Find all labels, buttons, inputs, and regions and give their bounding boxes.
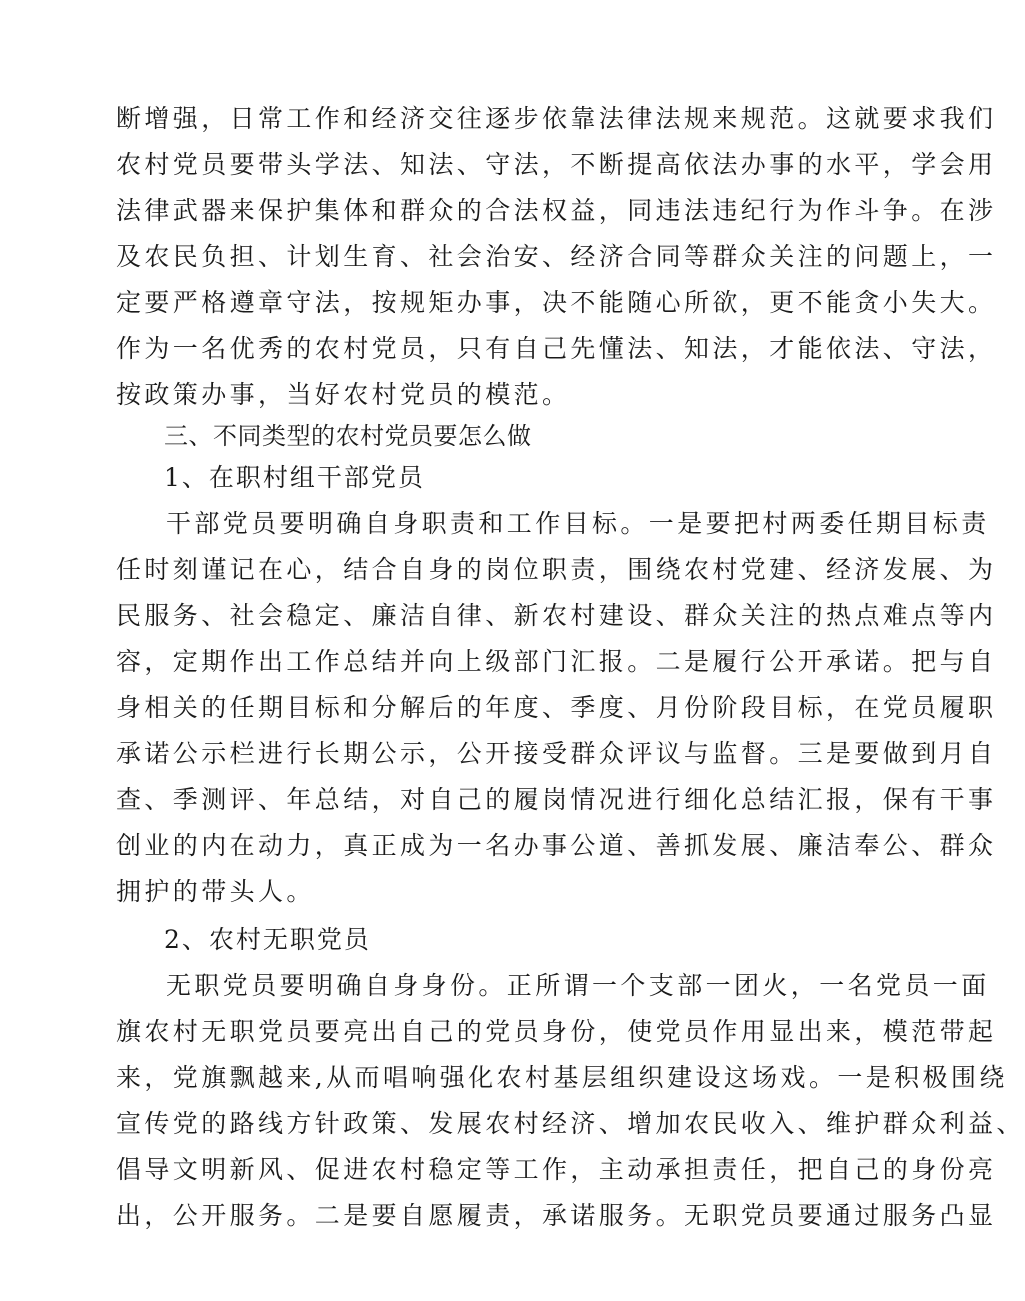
paragraph-line: 拥护的带头人。: [116, 877, 315, 906]
paragraph-line: 断增强，日常工作和经济交往逐步依靠法律法规来规范。这就要求我们: [116, 104, 997, 133]
subsection-heading: 2、农村无职党员: [164, 925, 371, 954]
paragraph-line: 承诺公示栏进行长期公示，公开接受群众评议与监督。三是要做到月自: [116, 739, 997, 768]
paragraph-line: 身相关的任期目标和分解后的年度、季度、月份阶段目标，在党员履职: [116, 693, 997, 722]
paragraph-line: 查、季测评、年总结，对自己的履岗情况进行细化总结汇报，保有干事: [116, 785, 997, 814]
paragraph-line: 容，定期作出工作总结并向上级部门汇报。二是履行公开承诺。把与自: [116, 647, 997, 676]
paragraph-line: 按政策办事，当好农村党员的模范。: [116, 380, 571, 409]
paragraph-line: 创业的内在动力，真正成为一名办事公道、善抓发展、廉洁奉公、群众: [116, 831, 997, 860]
paragraph-line: 及农民负担、计划生育、社会治安、经济合同等群众关注的问题上，一: [116, 242, 997, 271]
paragraph-line: 宣传党的路线方针政策、发展农村经济、增加农民收入、维护群众利益、: [116, 1109, 1025, 1138]
paragraph-line: 旗农村无职党员要亮出自己的党员身份，使党员作用显出来，模范带起: [116, 1017, 997, 1046]
paragraph-line: 无职党员要明确自身身份。正所谓一个支部一团火，一名党员一面: [166, 971, 990, 1000]
paragraph-line: 来，党旗飘越来,从而唱响强化农村基层组织建设这场戏。一是积极围绕: [116, 1063, 1008, 1092]
paragraph-line: 定要严格遵章守法，按规矩办事，决不能随心所欲，更不能贪小失大。: [116, 288, 997, 317]
section-heading: 三、不同类型的农村党员要怎么做: [164, 422, 532, 450]
paragraph-line: 法律武器来保护集体和群众的合法权益，同违法违纪行为作斗争。在涉: [116, 196, 997, 225]
paragraph-line: 民服务、社会稳定、廉洁自律、新农村建设、群众关注的热点难点等内: [116, 601, 997, 630]
paragraph-line: 出，公开服务。二是要自愿履责，承诺服务。无职党员要通过服务凸显: [116, 1201, 997, 1230]
paragraph-line: 任时刻谨记在心，结合自身的岗位职责，围绕农村党建、经济发展、为: [116, 555, 997, 584]
subsection-heading: 1、在职村组干部党员: [164, 463, 425, 492]
paragraph-line: 倡导文明新风、促进农村稳定等工作，主动承担责任，把自己的身份亮: [116, 1155, 997, 1184]
paragraph-line: 农村党员要带头学法、知法、守法，不断提高依法办事的水平，学会用: [116, 150, 997, 179]
paragraph-line: 干部党员要明确自身职责和工作目标。一是要把村两委任期目标责: [166, 509, 990, 538]
paragraph-line: 作为一名优秀的农村党员，只有自己先懂法、知法，才能依法、守法，: [116, 334, 997, 363]
